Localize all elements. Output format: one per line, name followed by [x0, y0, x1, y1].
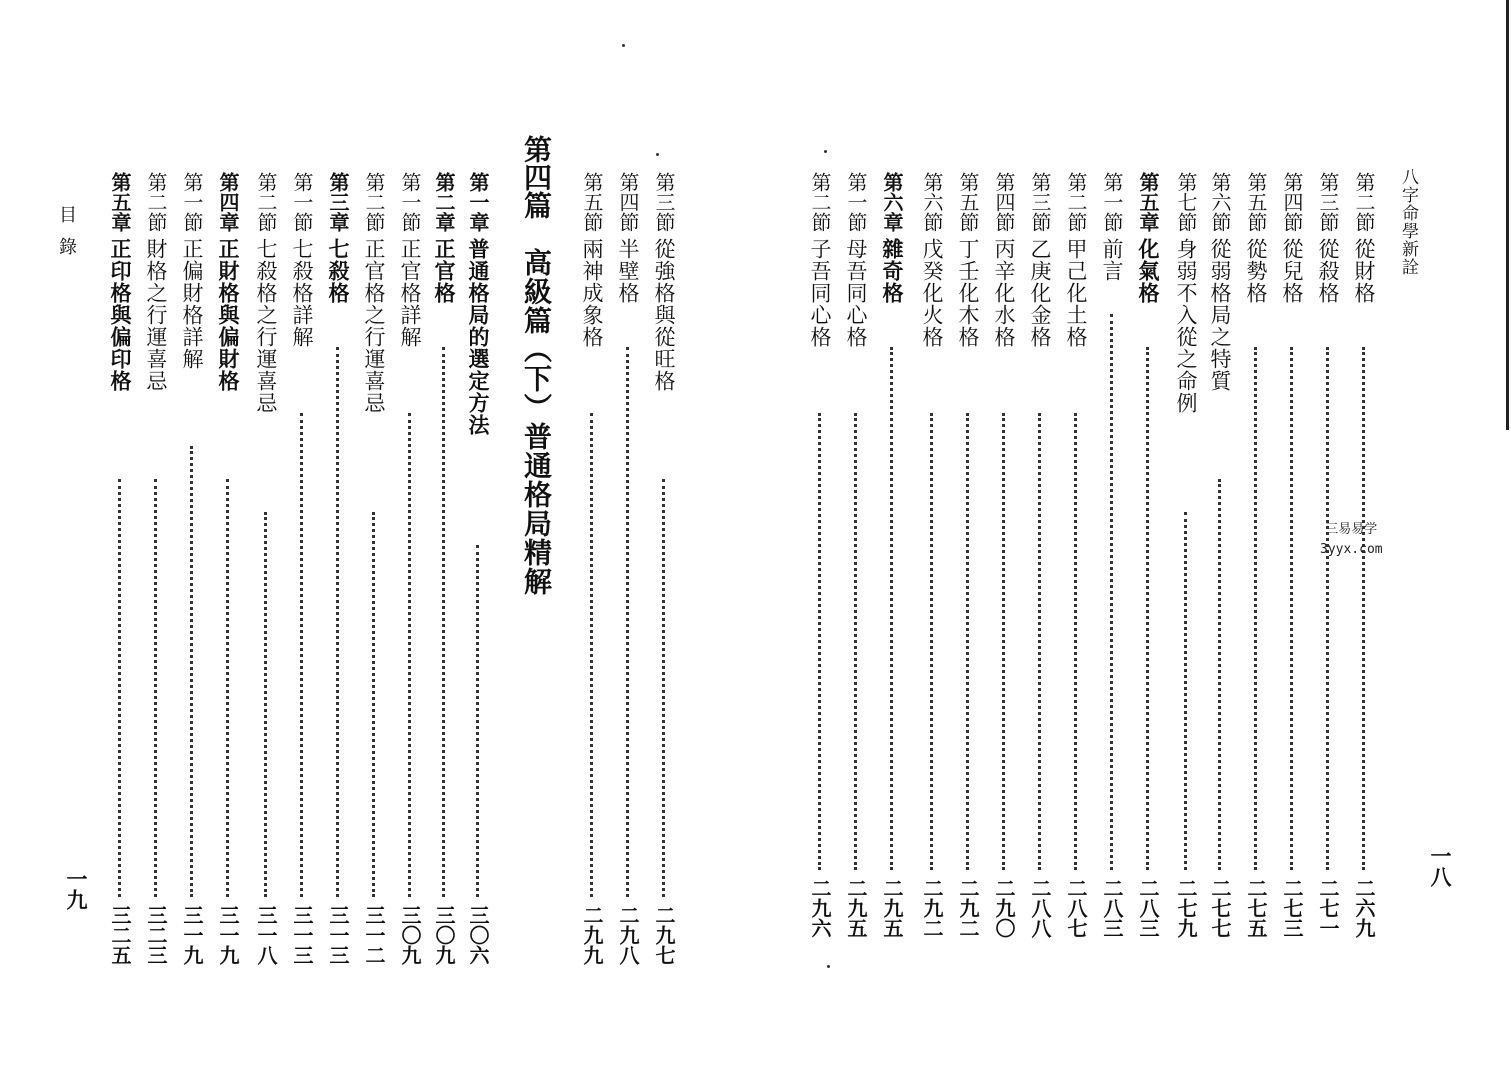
- toc-entry: [1204, 0, 1236, 1076]
- toc-entry-title: 前言: [1100, 238, 1124, 282]
- toc-entry-title: 從勢格: [1244, 238, 1268, 304]
- toc-entry: [516, 0, 553, 1076]
- print-speck: [656, 153, 659, 156]
- toc-section-label: 第五章: [108, 172, 132, 232]
- toc-entry-title: 母吾同心格: [844, 238, 868, 348]
- watermark-line1: 三易易学: [1325, 522, 1378, 537]
- toc-entry-title: 半壁格: [616, 238, 640, 304]
- toc-entry-title: 從強格與從旺格: [652, 238, 676, 392]
- print-speck: [827, 965, 830, 968]
- toc-page-number: 二六九: [1352, 878, 1376, 938]
- toc-entry-title: 甲己化土格: [1064, 238, 1088, 348]
- toc-section-label: 第四章: [216, 172, 240, 232]
- toc-page-number: 二九〇: [992, 878, 1016, 938]
- toc-page-number: 三〇六: [466, 905, 490, 965]
- toc-leader-dots: [118, 479, 121, 897]
- toc-section-label: 第二節: [254, 172, 278, 232]
- toc-section-label: 第五節: [956, 172, 980, 232]
- toc-leader-dots: [264, 512, 267, 897]
- toc-section-label: 第一節: [290, 172, 314, 232]
- toc-entry: [1240, 0, 1272, 1076]
- toc-page-number: 二九七: [652, 905, 676, 965]
- toc-entry: [1132, 0, 1164, 1076]
- toc-leader-dots: [408, 413, 411, 897]
- toc-section-label: 第四節: [616, 172, 640, 232]
- toc-entry-title: 正官格詳解: [398, 238, 422, 348]
- toc-section-label: 第七節: [1174, 172, 1198, 232]
- toc-entry: [250, 0, 282, 1076]
- toc-leader-dots: [300, 413, 303, 897]
- toc-section-label: 第五章: [1136, 172, 1160, 232]
- toc-entry-title: 從兒格: [1280, 238, 1304, 304]
- toc-leader-dots: [1038, 413, 1041, 870]
- toc-page-number: 二八三: [1136, 878, 1160, 938]
- toc-entry-title: 雜奇格: [880, 238, 905, 304]
- toc-leader-dots: [930, 413, 933, 870]
- book-title-header: 八字命學新詮: [1398, 168, 1418, 276]
- toc-entry: [876, 0, 908, 1076]
- watermark: [1320, 520, 1383, 560]
- toc-section-label: 第三節: [652, 172, 676, 232]
- toc-page-number: 三一二: [362, 905, 386, 965]
- toc-entry: [952, 0, 984, 1076]
- left-page: [0, 0, 755, 1076]
- toc-entry-title: 正偏財格詳解: [180, 238, 204, 370]
- toc-entry-title: 正官格: [432, 238, 457, 304]
- toc-entry: [840, 0, 872, 1076]
- toc-page-number: 二九五: [844, 878, 868, 938]
- toc-entry: [916, 0, 948, 1076]
- toc-leader-dots: [1326, 347, 1329, 870]
- sidebar-label: 目錄: [56, 205, 77, 269]
- toc-page-number: 三〇九: [398, 905, 422, 965]
- toc-section-label: 第二節: [1064, 172, 1088, 232]
- toc-section-label: 第六節: [1208, 172, 1232, 232]
- toc-entry-title: 正財格與偏財格: [216, 238, 241, 392]
- print-speck: [622, 44, 625, 47]
- toc-leader-dots: [154, 479, 157, 897]
- toc-leader-dots: [226, 479, 229, 897]
- toc-entry-title: 化氣格: [1136, 238, 1161, 304]
- toc-leader-dots: [966, 413, 969, 870]
- toc-section-label: 第二節: [808, 172, 832, 232]
- toc-leader-dots: [1074, 413, 1077, 870]
- toc-entry-title: 七殺格詳解: [290, 238, 314, 348]
- toc-page-number: 二九六: [808, 878, 832, 938]
- toc-page-number: 二九五: [880, 878, 904, 938]
- toc-section-label: 第二節: [144, 172, 168, 232]
- toc-leader-dots: [1218, 479, 1221, 870]
- toc-leader-dots: [336, 347, 339, 897]
- toc-section-label: 第三節: [1028, 172, 1052, 232]
- toc-page-number: 三二五: [108, 905, 132, 965]
- toc-entry-title: 普通格局的選定方法: [466, 238, 491, 436]
- toc-entry: [140, 0, 172, 1076]
- toc-entry-title: 七殺格: [326, 238, 351, 304]
- page-edge-line: [1506, 0, 1509, 430]
- toc-entry: [1060, 0, 1092, 1076]
- toc-entry: [394, 0, 426, 1076]
- toc-entry: [104, 0, 136, 1076]
- toc-entry-title: 子吾同心格: [808, 238, 832, 348]
- toc-leader-dots: [1002, 413, 1005, 870]
- left-page-number: 一九: [64, 868, 89, 910]
- toc-leader-dots: [442, 347, 445, 897]
- toc-page-number: 二九二: [920, 878, 944, 938]
- toc-entry: [212, 0, 244, 1076]
- toc-page-number: 二八三: [1100, 878, 1124, 938]
- toc-entry-title: 戊癸化火格: [920, 238, 944, 348]
- right-page-number: 一八: [1428, 845, 1453, 887]
- toc-leader-dots: [1110, 314, 1113, 870]
- toc-leader-dots: [818, 413, 821, 870]
- toc-entry: [286, 0, 318, 1076]
- right-page: [756, 0, 1511, 1076]
- toc-section-label: 第四節: [1280, 172, 1304, 232]
- toc-entry: [358, 0, 390, 1076]
- toc-page-number: 二七一: [1316, 878, 1340, 938]
- toc-leader-dots: [854, 413, 857, 870]
- toc-section-label: 第一章: [466, 172, 490, 232]
- toc-page-number: 二九八: [616, 905, 640, 965]
- toc-page-number: 二七九: [1174, 878, 1198, 938]
- toc-page-number: 三二三: [144, 905, 168, 965]
- toc-page-number: 二八八: [1028, 878, 1052, 938]
- toc-entry-title: 丁壬化木格: [956, 238, 980, 348]
- toc-section-label: 第三章: [326, 172, 350, 232]
- toc-entry-title: 正官格之行運喜忌: [362, 238, 386, 414]
- toc-section-label: 第四節: [992, 172, 1016, 232]
- toc-leader-dots: [1290, 347, 1293, 870]
- toc-entry-title: 從弱格局之特質: [1208, 238, 1232, 392]
- toc-page-number: 二八七: [1064, 878, 1088, 938]
- toc-leader-dots: [1146, 347, 1149, 870]
- toc-entry: [322, 0, 354, 1076]
- toc-entry: [988, 0, 1020, 1076]
- toc-entry-title: 高級篇（下）普通格局精解: [520, 248, 553, 596]
- print-speck: [824, 150, 827, 153]
- toc-entry-title: 七殺格之行運喜忌: [254, 238, 278, 414]
- toc-entry-title: 丙辛化水格: [992, 238, 1016, 348]
- toc-section-label: 第三節: [1316, 172, 1340, 232]
- toc-entry: [612, 0, 644, 1076]
- toc-section-label: 第五節: [580, 172, 604, 232]
- toc-entry: [1276, 0, 1308, 1076]
- toc-leader-dots: [890, 347, 893, 870]
- toc-page-number: 二七五: [1244, 878, 1268, 938]
- toc-entry-title: 正印格與偏印格: [108, 238, 133, 392]
- toc-entry: [1096, 0, 1128, 1076]
- toc-page-number: 三一九: [180, 905, 204, 965]
- toc-leader-dots: [590, 413, 593, 897]
- toc-section-label: 第五節: [1244, 172, 1268, 232]
- toc-leader-dots: [190, 446, 193, 897]
- toc-entry-title: 從殺格: [1316, 238, 1340, 304]
- toc-page-number: 二七七: [1208, 878, 1232, 938]
- toc-leader-dots: [626, 347, 629, 897]
- toc-leader-dots: [476, 545, 479, 897]
- toc-entry: [648, 0, 680, 1076]
- toc-page-number: 二九九: [580, 905, 604, 965]
- toc-section-label: 第二節: [362, 172, 386, 232]
- toc-leader-dots: [1184, 512, 1187, 870]
- toc-entry: [804, 0, 836, 1076]
- toc-page-number: 三一八: [254, 905, 278, 965]
- toc-entry: [428, 0, 460, 1076]
- toc-leader-dots: [1254, 347, 1257, 870]
- toc-page-number: 三一三: [290, 905, 314, 965]
- toc-section-label: 第四篇: [520, 135, 553, 219]
- toc-page-number: 三一三: [326, 905, 350, 965]
- toc-section-label: 第二節: [1352, 172, 1376, 232]
- toc-entry: [1170, 0, 1202, 1076]
- toc-section-label: 第六章: [880, 172, 904, 232]
- toc-section-label: 第一節: [844, 172, 868, 232]
- toc-entry-title: 兩神成象格: [580, 238, 604, 348]
- toc-entry-title: 乙庚化金格: [1028, 238, 1052, 348]
- watermark-line2: 3yyx.com: [1320, 542, 1383, 557]
- toc-entry-title: 從財格: [1352, 238, 1376, 304]
- toc-entry-title: 身弱不入從之命例: [1174, 238, 1198, 414]
- toc-section-label: 第二章: [432, 172, 456, 232]
- toc-section-label: 第一節: [398, 172, 422, 232]
- toc-section-label: 第一節: [180, 172, 204, 232]
- toc-leader-dots: [1362, 347, 1365, 870]
- toc-entry: [462, 0, 494, 1076]
- toc-page-number: 二七三: [1280, 878, 1304, 938]
- toc-entry: [576, 0, 608, 1076]
- toc-page-number: 二九二: [956, 878, 980, 938]
- toc-page-number: 三一九: [216, 905, 240, 965]
- toc-entry: [1024, 0, 1056, 1076]
- toc-section-label: 第一節: [1100, 172, 1124, 232]
- toc-page-number: 三〇九: [432, 905, 456, 965]
- toc-entry-title: 財格之行運喜忌: [144, 238, 168, 392]
- toc-section-label: 第六節: [920, 172, 944, 232]
- toc-entry: [176, 0, 208, 1076]
- toc-leader-dots: [372, 512, 375, 897]
- toc-leader-dots: [662, 479, 665, 897]
